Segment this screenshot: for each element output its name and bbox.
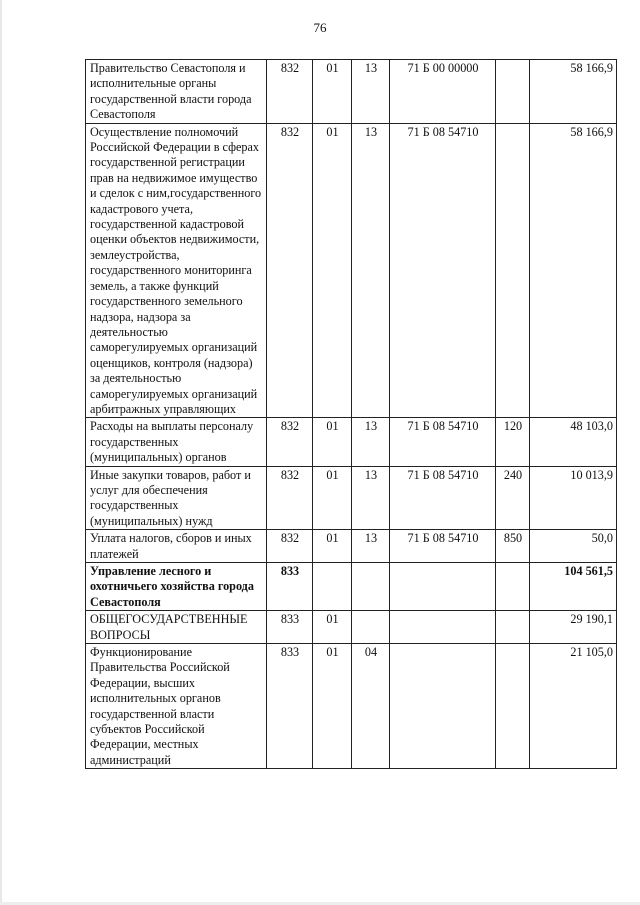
row-csr-code: [390, 611, 496, 644]
row-name: ОБЩЕГОСУДАРСТВЕННЫЕ ВОПРОСЫ: [86, 611, 267, 644]
row-csr-code: 71 Б 08 54710: [390, 418, 496, 466]
row-name: Расходы на выплаты персоналу государственных (муниципальных) органов: [86, 418, 267, 466]
row-rz-code: [313, 563, 352, 611]
row-rz-code: 01: [313, 418, 352, 466]
row-csr-code: [390, 644, 496, 769]
row-gr-code: 832: [267, 418, 313, 466]
row-name: Правительство Севастополя и исполнительные органы государственной власти города Севастополя: [86, 60, 267, 124]
row-csr-code: 71 Б 08 54710: [390, 123, 496, 418]
row-csr-code: [390, 563, 496, 611]
row-rz-code: 01: [313, 611, 352, 644]
page-number: 76: [313, 20, 327, 35]
row-amount: 58 166,9: [530, 123, 617, 418]
row-rz-code: 01: [313, 530, 352, 563]
row-gr-code: 832: [267, 123, 313, 418]
row-name: Функционирование Правительства Российской Федерации, высших исполнительных органов государственной власти субъектов Российской Федерации, местных администраций: [86, 644, 267, 769]
row-csr-code: 71 Б 08 54710: [390, 466, 496, 530]
row-gr-code: 833: [267, 563, 313, 611]
row-amount: 58 166,9: [530, 60, 617, 124]
table-row: [86, 563, 617, 611]
row-pr-code: 13: [352, 466, 390, 530]
row-name: Осуществление полномочий Российской Федерации в сферах государственной регистрации прав на недвижимое имущество и сделок с ним,государственного кадастрового учета, государственной кадастровой оценки объектов недвижимости, землеустройства, государственного мониторинга земель, а также функций государственного земельного надзора, надзора за деятельностью саморегулируемых организаций оценщиков, контроля (надзора) за деятельностью саморегулируемых организаций арбитражных управляющих: [86, 123, 267, 418]
row-vr-code: [496, 611, 530, 644]
scan-edge-left: [0, 0, 2, 905]
row-amount: 29 190,1: [530, 611, 617, 644]
table-row: [86, 123, 617, 418]
row-gr-code: 832: [267, 60, 313, 124]
table-row: [86, 60, 617, 124]
table-row: [86, 418, 617, 466]
row-rz-code: 01: [313, 123, 352, 418]
row-rz-code: 01: [313, 644, 352, 769]
row-csr-code: 71 Б 08 54710: [390, 530, 496, 563]
row-gr-code: 832: [267, 530, 313, 563]
table-row: [86, 611, 617, 644]
row-pr-code: 13: [352, 530, 390, 563]
row-amount: 10 013,9: [530, 466, 617, 530]
row-gr-code: 833: [267, 644, 313, 769]
row-pr-code: 04: [352, 644, 390, 769]
table-row: [86, 530, 617, 563]
row-vr-code: [496, 644, 530, 769]
row-name: Управление лесного и охотничьего хозяйства города Севастополя: [86, 563, 267, 611]
table-row: [86, 644, 617, 769]
row-gr-code: 833: [267, 611, 313, 644]
row-vr-code: [496, 60, 530, 124]
row-vr-code: [496, 563, 530, 611]
row-pr-code: 13: [352, 123, 390, 418]
row-name: Иные закупки товаров, работ и услуг для обеспечения государственных (муниципальных) нужд: [86, 466, 267, 530]
row-amount: 104 561,5: [530, 563, 617, 611]
row-amount: 50,0: [530, 530, 617, 563]
row-pr-code: 13: [352, 60, 390, 124]
row-pr-code: [352, 611, 390, 644]
row-pr-code: [352, 563, 390, 611]
row-rz-code: 01: [313, 60, 352, 124]
row-name: Уплата налогов, сборов и иных платежей: [86, 530, 267, 563]
row-gr-code: 832: [267, 466, 313, 530]
row-rz-code: 01: [313, 466, 352, 530]
table-row: [86, 466, 617, 530]
row-vr-code: 850: [496, 530, 530, 563]
row-vr-code: [496, 123, 530, 418]
row-pr-code: 13: [352, 418, 390, 466]
row-amount: 21 105,0: [530, 644, 617, 769]
row-csr-code: 71 Б 00 00000: [390, 60, 496, 124]
row-vr-code: 240: [496, 466, 530, 530]
budget-table: [85, 59, 617, 769]
row-amount: 48 103,0: [530, 418, 617, 466]
row-vr-code: 120: [496, 418, 530, 466]
